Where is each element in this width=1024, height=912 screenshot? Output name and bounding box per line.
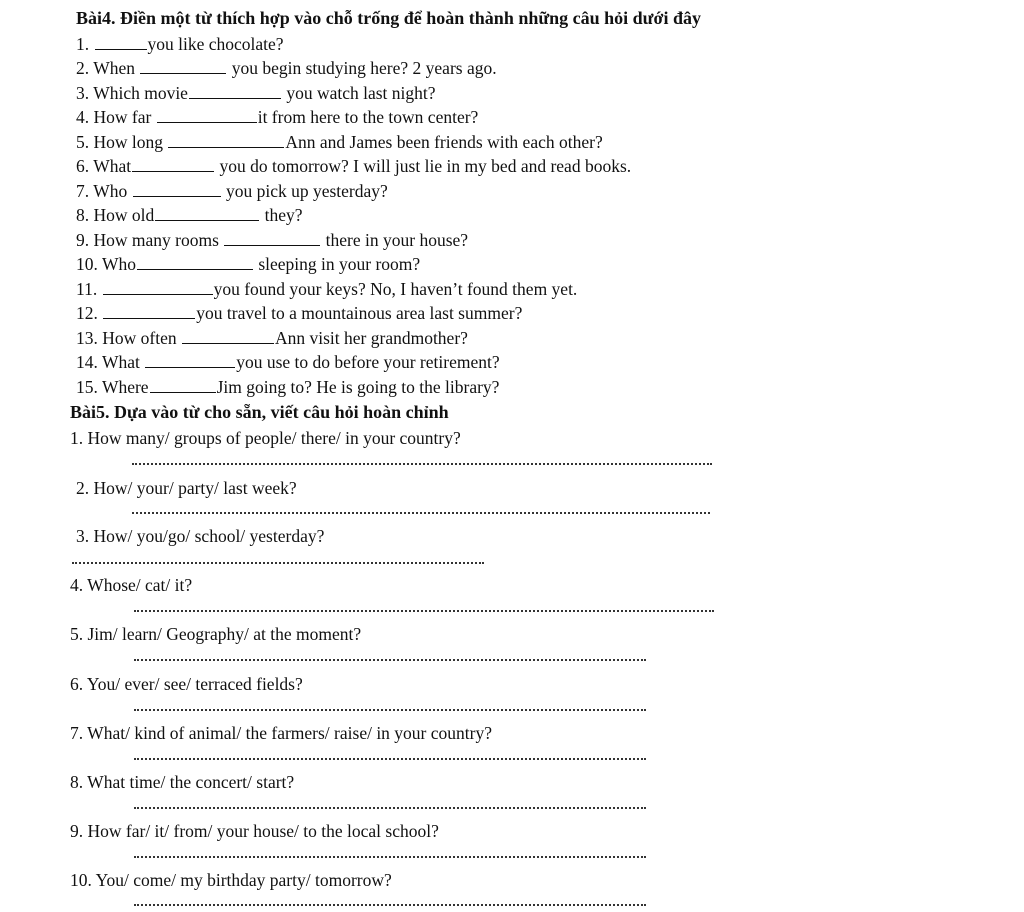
item-after: you do tomorrow? I will just lie in my bed and read books. [219, 156, 632, 176]
bai4-item-12 [76, 302, 522, 324]
item-after: Jim going to? He is going to the library? [216, 377, 500, 397]
item-number: 3. [76, 83, 90, 103]
item-after: you pick up yesterday? [225, 181, 388, 201]
item-number: 11. [76, 279, 98, 299]
bai4-item-5 [76, 131, 603, 153]
answer-line-10[interactable] [134, 904, 646, 906]
answer-line-4[interactable] [134, 610, 714, 612]
item-number: 9. [76, 230, 90, 250]
item-number: 12. [76, 303, 98, 323]
answer-line-2[interactable] [132, 512, 710, 514]
item-after: Ann and James been friends with each other? [285, 132, 603, 152]
item-number: 6. [76, 156, 90, 176]
item-after: you like chocolate? [147, 34, 284, 54]
answer-blank[interactable] [155, 205, 259, 221]
item-after: there in your house? [325, 230, 469, 250]
item-before: How old [93, 205, 155, 225]
item-before: Which movie [93, 83, 188, 103]
answer-blank[interactable] [137, 254, 253, 270]
answer-blank[interactable] [145, 352, 235, 368]
answer-line-9[interactable] [134, 856, 646, 858]
item-after: you begin studying here? 2 years ago. [231, 58, 497, 78]
item-before: How long [93, 132, 164, 152]
item-number: 13. [76, 328, 98, 348]
item-before: How many rooms [93, 230, 219, 250]
bai4-item-11 [76, 278, 577, 300]
item-after: you use to do before your retirement? [236, 352, 500, 372]
answer-line-7[interactable] [134, 758, 646, 760]
bai5-prompt-2: 2. How/ your/ party/ last week? [76, 478, 297, 498]
answer-blank[interactable] [103, 279, 213, 295]
bai4-item-14 [76, 351, 500, 373]
item-number: 15. [76, 377, 98, 397]
bai4-item-10 [76, 253, 420, 275]
bai5-prompt-6: 6. You/ ever/ see/ terraced fields? [70, 674, 303, 694]
item-before: What [93, 156, 132, 176]
bai5-heading: Bài5. Dựa vào từ cho sẵn, viết câu hỏi hoàn chỉnh [70, 402, 449, 422]
answer-blank[interactable] [133, 181, 221, 197]
bai4-item-3 [76, 82, 436, 104]
item-number: 8. [76, 205, 90, 225]
item-number: 1. [76, 34, 90, 54]
bai4-item-2 [76, 57, 497, 79]
bai5-prompt-4: 4. Whose/ cat/ it? [70, 575, 193, 595]
item-number: 4. [76, 107, 90, 127]
item-after: you watch last night? [286, 83, 436, 103]
item-after: it from here to the town center? [257, 107, 479, 127]
item-after: sleeping in your room? [258, 254, 421, 274]
answer-line-1[interactable] [132, 463, 712, 465]
item-number: 14. [76, 352, 98, 372]
answer-blank[interactable] [132, 156, 214, 172]
answer-line-3[interactable] [72, 562, 484, 564]
item-after: you travel to a mountainous area last summer? [196, 303, 523, 323]
bai4-item-1 [76, 33, 284, 55]
answer-blank[interactable] [140, 58, 226, 74]
bai4-item-4 [76, 106, 478, 128]
bai5-prompt-9: 9. How far/ it/ from/ your house/ to the local school? [70, 821, 439, 841]
answer-line-5[interactable] [134, 659, 646, 661]
item-after: they? [264, 205, 303, 225]
bai4-item-9 [76, 229, 468, 251]
bai4-item-7 [76, 180, 388, 202]
bai5-prompt-8: 8. What time/ the concert/ start? [70, 772, 295, 792]
item-after: you found your keys? No, I haven’t found them yet. [213, 279, 578, 299]
bai4-item-15 [76, 376, 499, 398]
item-number: 5. [76, 132, 90, 152]
answer-blank[interactable] [103, 303, 195, 319]
answer-line-6[interactable] [134, 709, 646, 711]
bai5-prompt-3: 3. How/ you/go/ school/ yesterday? [76, 526, 325, 546]
item-before: How far [93, 107, 152, 127]
item-number: 10. [76, 254, 98, 274]
answer-blank[interactable] [168, 132, 284, 148]
answer-blank[interactable] [150, 377, 216, 393]
item-after: Ann visit her grandmother? [274, 328, 468, 348]
item-before: Who [93, 181, 128, 201]
bai5-prompt-5: 5. Jim/ learn/ Geography/ at the moment? [70, 624, 362, 644]
item-number: 7. [76, 181, 90, 201]
item-before: Where [101, 377, 149, 397]
answer-blank[interactable] [224, 230, 320, 246]
item-before: Who [101, 254, 136, 274]
bai5-prompt-10: 10. You/ come/ my birthday party/ tomorrow? [70, 870, 392, 890]
item-before: What [101, 352, 140, 372]
answer-blank[interactable] [95, 34, 147, 50]
answer-blank[interactable] [189, 83, 281, 99]
item-number: 2. [76, 58, 90, 78]
bai4-item-6 [76, 155, 631, 177]
item-before: When [93, 58, 135, 78]
bai4-item-13 [76, 327, 468, 349]
bai5-prompt-7: 7. What/ kind of animal/ the farmers/ raise/ in your country? [70, 723, 492, 743]
bai5-prompt-1: 1. How many/ groups of people/ there/ in your country? [70, 428, 461, 448]
answer-blank[interactable] [157, 107, 257, 123]
answer-blank[interactable] [182, 328, 274, 344]
answer-line-8[interactable] [134, 807, 646, 809]
bai4-item-8 [76, 204, 303, 226]
item-before: How often [102, 328, 177, 348]
bai4-heading: Bài4. Điền một từ thích hợp vào chỗ trống để hoàn thành những câu hỏi dưới đây [76, 8, 701, 28]
